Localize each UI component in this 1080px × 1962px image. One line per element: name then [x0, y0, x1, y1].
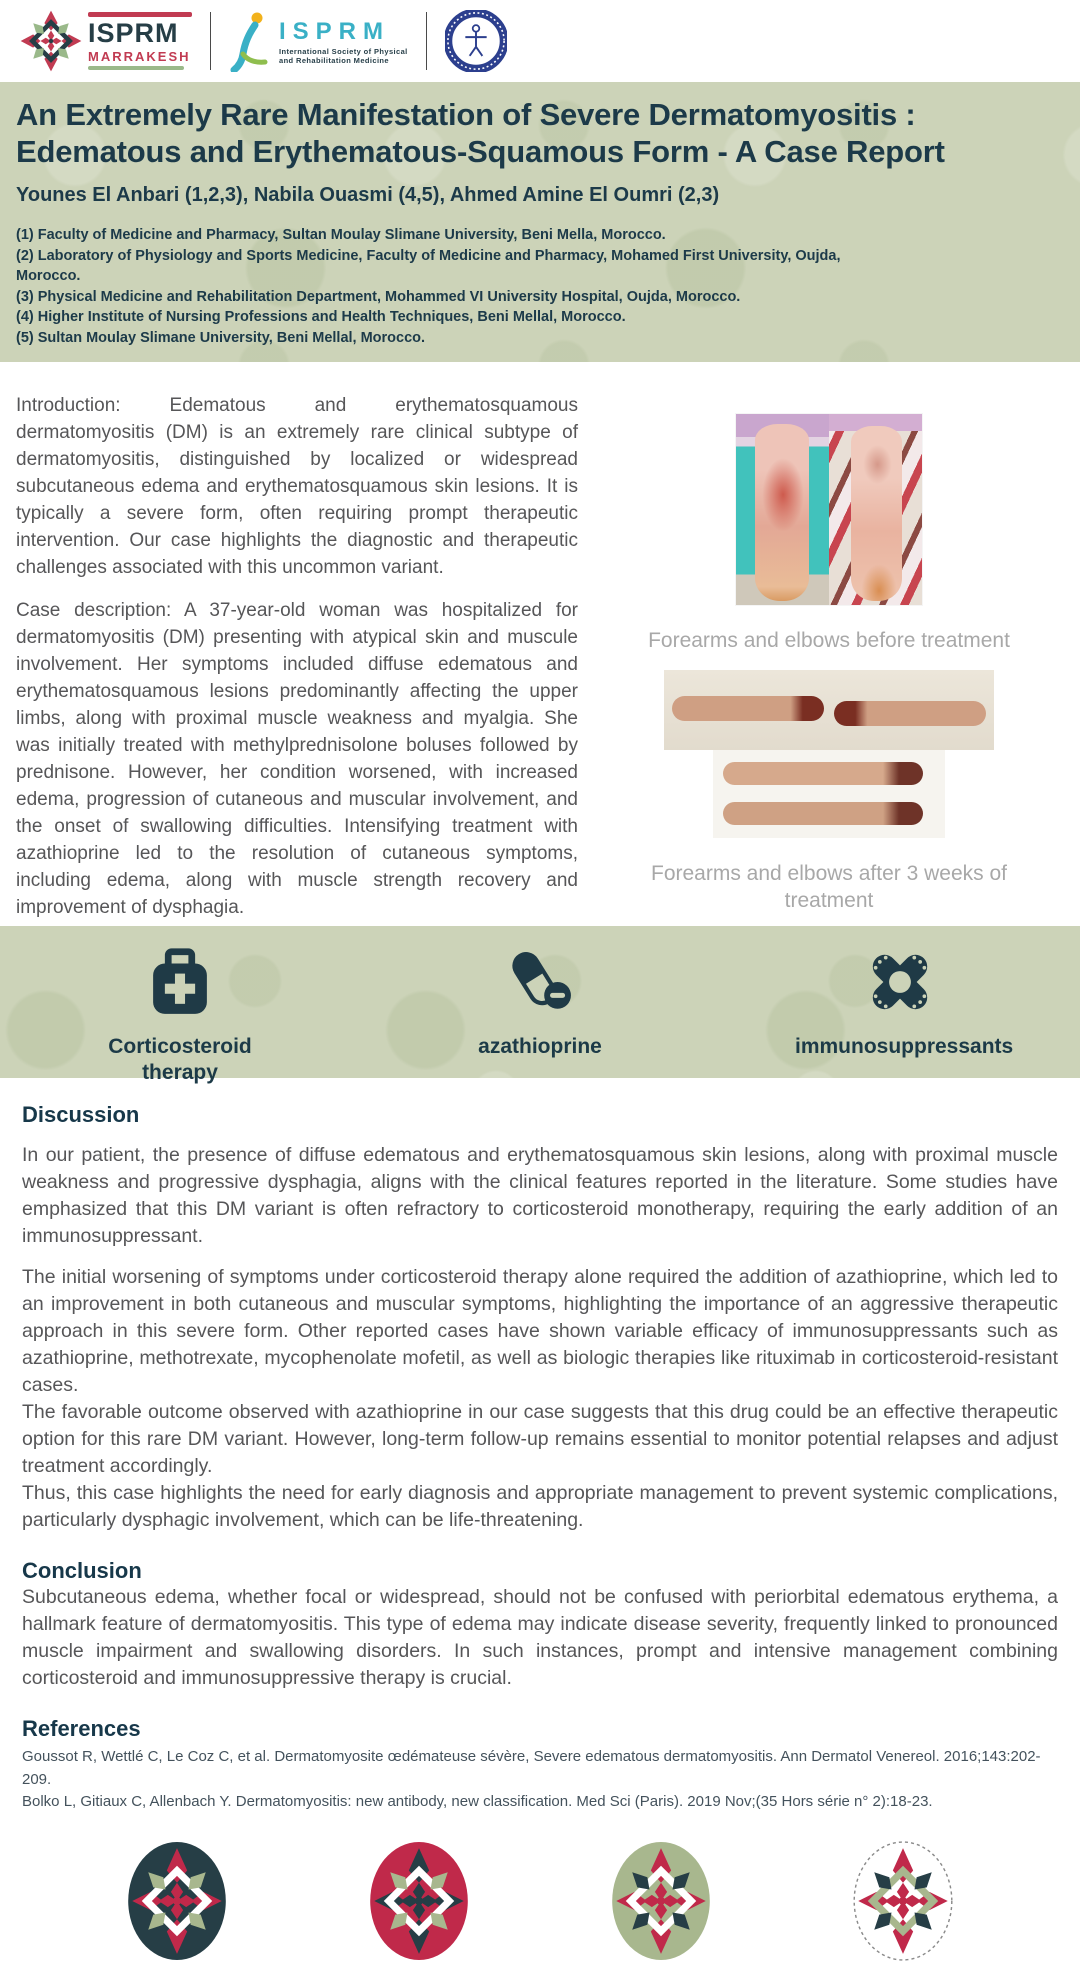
- figure-after-caption: Forearms and elbows after 3 weeks of treatment: [651, 861, 1007, 913]
- rosette-medallion-navy: [126, 1840, 228, 1962]
- bandage-icon: [854, 940, 946, 1024]
- affiliation-3: (3) Physical Medicine and Rehabilitation Department, Mohammed VI University Hospital, Oujda, Morocco.: [16, 288, 741, 305]
- abstract-columns: [0, 392, 1080, 919]
- treatment-item-azathioprine: [390, 940, 690, 1059]
- header-logo-row: [0, 0, 1080, 82]
- figure-legs-before-photo: [736, 414, 922, 604]
- discussion-paragraph-3: The favorable outcome observed with azathioprine in our case suggests that this drug could be an effective therapeutic option for this rare DM variant. However, long-term follow-up remains essential to monitor potential relapses and adjust treatment accordingly.: [22, 1401, 1058, 1478]
- treatment-label: Corticosteroid therapy: [108, 1035, 252, 1084]
- discussion-paragraph-1: In our patient, the presence of diffuse edematous and erythematosquamous skin lesions, along with proximal muscle weakness and progressive dysphagia, aligns with the clinical features reported in the literature. Some studies have emphasized that this DM variant is often refractory to corticosteroid monotherapy, requiring the early addition of an immunosuppressant.: [22, 1144, 1058, 1248]
- reference-1: Goussot R, Wettlé C, Le Coz C, et al. Dermatomyosite œdémateuse sévère, Severe edematous dermatomyositis. Ann Dermatol Venereol. 2016;143:202-209.: [22, 1748, 1041, 1788]
- affiliation-2: (2) Laboratory of Physiology and Sports Medicine, Faculty of Medicine and Pharmacy, Mohamed First University, Oujda, Morocco.: [16, 247, 841, 285]
- isprm-figure-icon: [229, 10, 273, 72]
- marrakesh-logo-topline: [88, 12, 192, 17]
- treatment-item-corticosteroid: [30, 940, 330, 1084]
- rosette-medallion-sage: [610, 1840, 712, 1962]
- affiliation-5: (5) Sultan Moulay Slimane University, Beni Mellal, Morocco.: [16, 329, 426, 346]
- reference-2: Bolko L, Gitiaux C, Allenbach Y. Dermatomyositis: new antibody, new classification. Med Sci (Paris). 2019 Nov;(35 Hors série n° 2):18-23.: [22, 1793, 933, 1811]
- marrakesh-logo-text: [88, 12, 192, 70]
- discussion-paragraph-2: The initial worsening of symptoms under corticosteroid therapy alone required the addition of azathioprine, which led to an improvement in both cutaneous and muscular symptoms, highlighting the importance of an aggressive therapeutic approach in this severe form. Other reported cases have shown variable efficacy of immunosuppressants such as azathioprine, methotrexate, mycophenolate mofetil, as well as biologic therapies like rituximab in corticosteroid-resistant cases.: [22, 1266, 1058, 1397]
- hero-band: [0, 82, 1080, 362]
- affiliation-1: (1) Faculty of Medicine and Pharmacy, Sultan Moulay Slimane University, Beni Mella, Morocco.: [16, 227, 666, 243]
- discussion-section: [0, 1102, 1080, 1534]
- conclusion-paragraph: Subcutaneous edema, whether focal or widespread, should not be confused with periorbital edematous erythema, a hallmark feature of dermatomyositis. This type of edema may indicate disease severity, frequently linked to pronounced muscle impairment and swallowing disorders. In such instances, prompt and intensive management combining corticosteroid and immunosuppressive therapy is crucial.: [22, 1586, 1058, 1690]
- title-line-1: An Extremely Rare Manifestation of Severe Dermatomyositis :: [16, 97, 916, 132]
- logo-divider: [210, 12, 211, 70]
- introduction-paragraph: Introduction: Edematous and erythematosquamous dermatomyositis (DM) is an extremely rare clinical subtype of dermatomyositis, distinguished by localized or widespread subcutaneous edema and erythematosquamous skin lesions. It is typically a severe form, often requiring prompt therapeutic intervention. Our case highlights the diagnostic and therapeutic challenges associated with this uncommon variant.: [16, 395, 578, 579]
- title-line-2: Edematous and Erythematous-Squamous Form - A Case Report: [16, 134, 945, 169]
- photo-panel-left: [736, 414, 829, 604]
- rosette-medallion-white: [852, 1840, 954, 1962]
- isprm-international-logo: [229, 10, 408, 72]
- figure-arms-after-photo: [664, 670, 994, 838]
- poster-title: [16, 96, 1080, 170]
- pills-icon: [494, 940, 586, 1024]
- treatment-label: azathioprine: [478, 1035, 602, 1059]
- marrakesh-logo-bottomline: [88, 66, 184, 70]
- case-description-paragraph: Case description: A 37-year-old woman was hospitalized for dermatomyositis (DM) presenting with atypical skin and muscule involvement. Her symptoms included diffuse edematous and erythematosquamous lesions predominantly affecting the upper limbs, along with proximal muscle weakness and myalgia. She was initially treated with methylprednisolone boluses followed by prednisone. However, her condition worsened, with increased edema, progression of cutaneous and muscular involvement, and the onset of swallowing difficulties. Intensifying treatment with azathioprine led to the resolution of cutaneous symptoms, including edema, along with muscle strength recovery and improvement of dysphagia.: [16, 600, 578, 919]
- isprm-logo-subtitle-2: and Rehabilitation Medicine: [279, 56, 389, 65]
- treatment-label: immunosuppressants: [795, 1035, 1014, 1059]
- references-heading: References: [22, 1716, 141, 1742]
- figures-column: [578, 392, 1080, 914]
- authors-line: Younes El Anbari (1,2,3), Nabila Ouasmi (4,5), Ahmed Amine El Oumri (2,3): [16, 184, 720, 206]
- isprm-logo-text: [279, 17, 408, 66]
- references-section: [0, 1716, 1080, 1814]
- photo-strip-top: [664, 670, 994, 750]
- photo-panel-right: [829, 414, 922, 604]
- discussion-paragraph-4: Thus, this case highlights the need for early diagnosis and appropriate management to prevent systemic complications, particularly dysphagic involvement, which can be life-threatening.: [22, 1482, 1058, 1532]
- conclusion-heading: Conclusion: [22, 1558, 142, 1584]
- isprm-marrakesh-logo: [18, 8, 192, 74]
- first-aid-kit-icon: [138, 940, 222, 1024]
- photo-strip-bottom: [713, 750, 945, 838]
- figure-before-caption: Forearms and elbows before treatment: [648, 628, 1010, 652]
- treatment-item-immunosuppressants: [750, 940, 1050, 1059]
- logo-divider: [426, 12, 427, 70]
- isprm-logo-subtitle-1: International Society of Physical: [279, 46, 408, 56]
- somaref-logo: [445, 10, 507, 72]
- marrakesh-logo-title: ISPRM: [88, 18, 179, 48]
- somaref-logo-label: SOMAREF: [459, 46, 497, 65]
- treatment-band: [0, 926, 1080, 1084]
- footer-medallions: [0, 1840, 1080, 1962]
- discussion-heading: Discussion: [22, 1102, 140, 1128]
- abstract-text-column: [0, 392, 578, 919]
- rosette-medallion-red: [368, 1840, 470, 1962]
- affiliation-4: (4) Higher Institute of Nursing Professions and Health Techniques, Beni Mellal, Morocco.: [16, 309, 626, 326]
- marrakesh-rosette-icon: [18, 8, 84, 74]
- affiliations-block: [16, 225, 896, 348]
- conclusion-section: [0, 1558, 1080, 1692]
- references-list: [22, 1746, 1058, 1814]
- isprm-logo-title: ISPRM: [279, 17, 391, 45]
- marrakesh-logo-subtitle: MARRAKESH: [88, 49, 191, 64]
